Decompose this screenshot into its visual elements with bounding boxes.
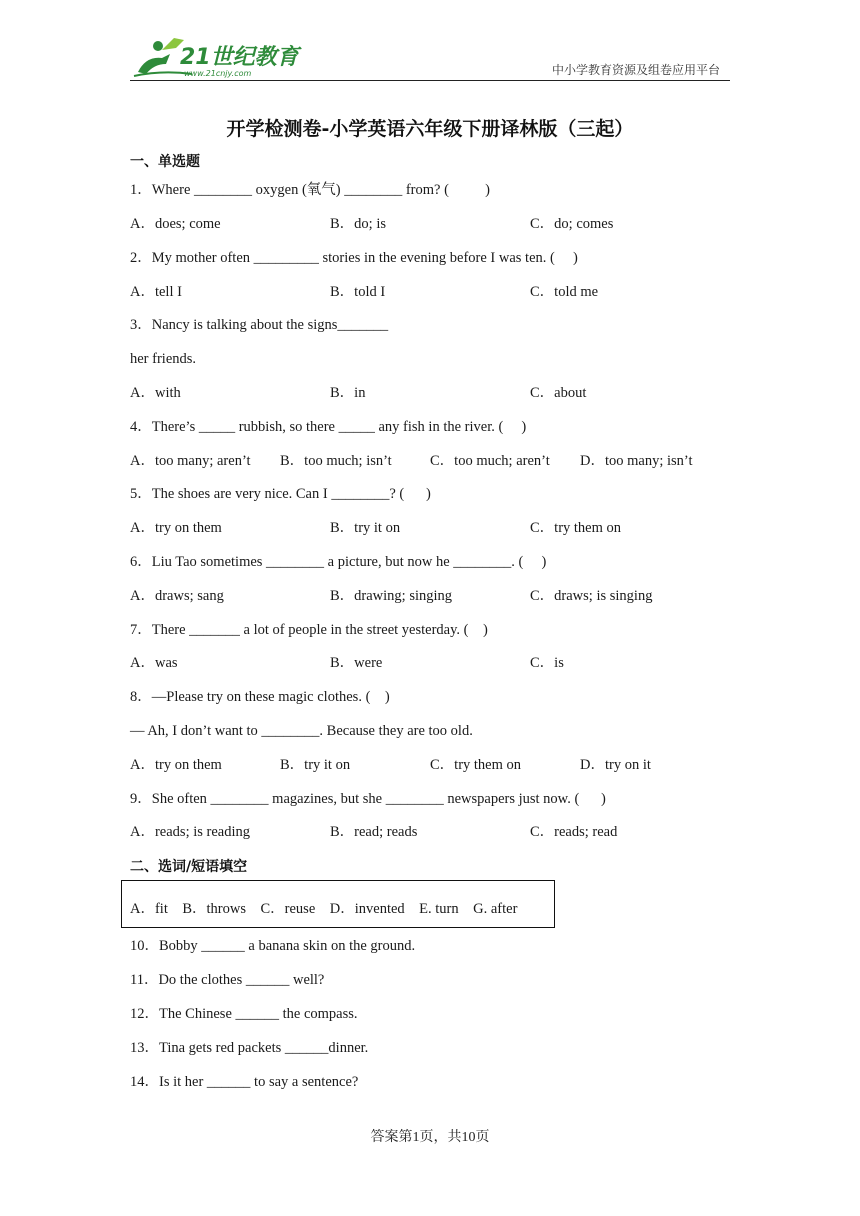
question-9-option-b[interactable]: B．read; reads — [330, 824, 418, 840]
question-7-option-c[interactable]: C．is — [530, 655, 564, 671]
question-8-stem: 8．—Please try on these magic clothes. ( ) — [130, 689, 390, 705]
question-3-stem-continued: her friends. — [130, 351, 197, 367]
site-tagline: 中小学教育资源及组卷应用平台 — [551, 63, 720, 77]
question-1-stem: 1．Where ________ oxygen (氧气) ________ from? ( ) — [130, 182, 491, 198]
question-5-stem: 5．The shoes are very nice. Can I ________? ( ) — [130, 486, 431, 502]
question-7-option-a[interactable]: A．was — [130, 655, 178, 671]
question-2-option-a[interactable]: A．tell I — [130, 284, 182, 300]
question-3-option-c[interactable]: C．about — [530, 385, 587, 401]
question-2-option-c[interactable]: C．told me — [530, 284, 599, 300]
question-3-option-a[interactable]: A．with — [130, 385, 181, 401]
word-bank-options: A．fit B．throws C．reuse D．invented E. turn G. after — [130, 901, 518, 917]
question-10: 10．Bobby ______ a banana skin on the ground. — [130, 938, 416, 954]
question-4-option-c[interactable]: C．too much; aren’t — [430, 453, 550, 469]
question-5-option-b[interactable]: B．try it on — [330, 520, 401, 536]
question-9-stem: 9．She often ________ magazines, but she ________ newspapers just now. ( ) — [130, 791, 606, 807]
question-3-stem: 3．Nancy is talking about the signs_______ — [130, 317, 389, 333]
question-12: 12．The Chinese ______ the compass. — [130, 1006, 358, 1022]
question-6-option-a[interactable]: A．draws; sang — [130, 588, 224, 604]
question-4-stem: 4．There’s _____ rubbish, so there _____ any fish in the river. ( ) — [130, 419, 527, 435]
word-bank-box — [121, 880, 555, 928]
question-13: 13．Tina gets red packets ______dinner. — [130, 1040, 369, 1056]
question-8-option-d[interactable]: D．try on it — [580, 757, 651, 773]
question-6-option-c[interactable]: C．draws; is singing — [530, 588, 653, 604]
question-1-option-a[interactable]: A．does; come — [130, 216, 221, 232]
question-7-stem: 7．There _______ a lot of people in the street yesterday. ( ) — [130, 622, 488, 638]
question-8-option-a[interactable]: A．try on them — [130, 757, 222, 773]
question-2-option-b[interactable]: B．told I — [330, 284, 386, 300]
question-2-stem: 2．My mother often _________ stories in the evening before I was ten. ( ) — [130, 250, 578, 266]
question-3-option-b[interactable]: B．in — [330, 385, 366, 401]
question-9-option-c[interactable]: C．reads; read — [530, 824, 618, 840]
question-8-stem-continued: — Ah, I don’t want to ________. Because they are too old. — [130, 723, 473, 739]
logo-wordmark: 21世纪教育 — [180, 45, 299, 70]
question-11: 11．Do the clothes ______ well? — [130, 972, 325, 988]
page-title: 开学检测卷-小学英语六年级下册译林版（三起） — [226, 118, 634, 140]
question-1-option-c[interactable]: C．do; comes — [530, 216, 614, 232]
logo-url: www.21cnjy.com — [184, 69, 252, 78]
question-8-option-c[interactable]: C．try them on — [430, 757, 522, 773]
question-4-option-b[interactable]: B．too much; isn’t — [280, 453, 392, 469]
question-8-option-b[interactable]: B．try it on — [280, 757, 351, 773]
question-6-stem: 6．Liu Tao sometimes ________ a picture, but now he ________. ( ) — [130, 554, 547, 570]
question-1-option-b[interactable]: B．do; is — [330, 216, 386, 232]
page-footer: 答案第1页，共10页 — [370, 1130, 490, 1145]
question-4-option-d[interactable]: D．too many; isn’t — [580, 453, 693, 469]
question-4-option-a[interactable]: A．too many; aren’t — [130, 453, 251, 469]
question-9-option-a[interactable]: A．reads; is reading — [130, 824, 250, 840]
question-7-option-b[interactable]: B．were — [330, 655, 383, 671]
question-6-option-b[interactable]: B．drawing; singing — [330, 588, 453, 604]
question-5-option-a[interactable]: A．try on them — [130, 520, 222, 536]
question-5-option-c[interactable]: C．try them on — [530, 520, 622, 536]
section-heading-fill-blank: 二、选词/短语填空 — [130, 859, 248, 875]
section-heading-single-choice: 一、单选题 — [130, 154, 200, 170]
logo — [132, 34, 302, 78]
logo-runner-icon — [132, 34, 302, 78]
header-divider — [130, 80, 730, 81]
question-14: 14．Is it her ______ to say a sentence? — [130, 1074, 359, 1090]
